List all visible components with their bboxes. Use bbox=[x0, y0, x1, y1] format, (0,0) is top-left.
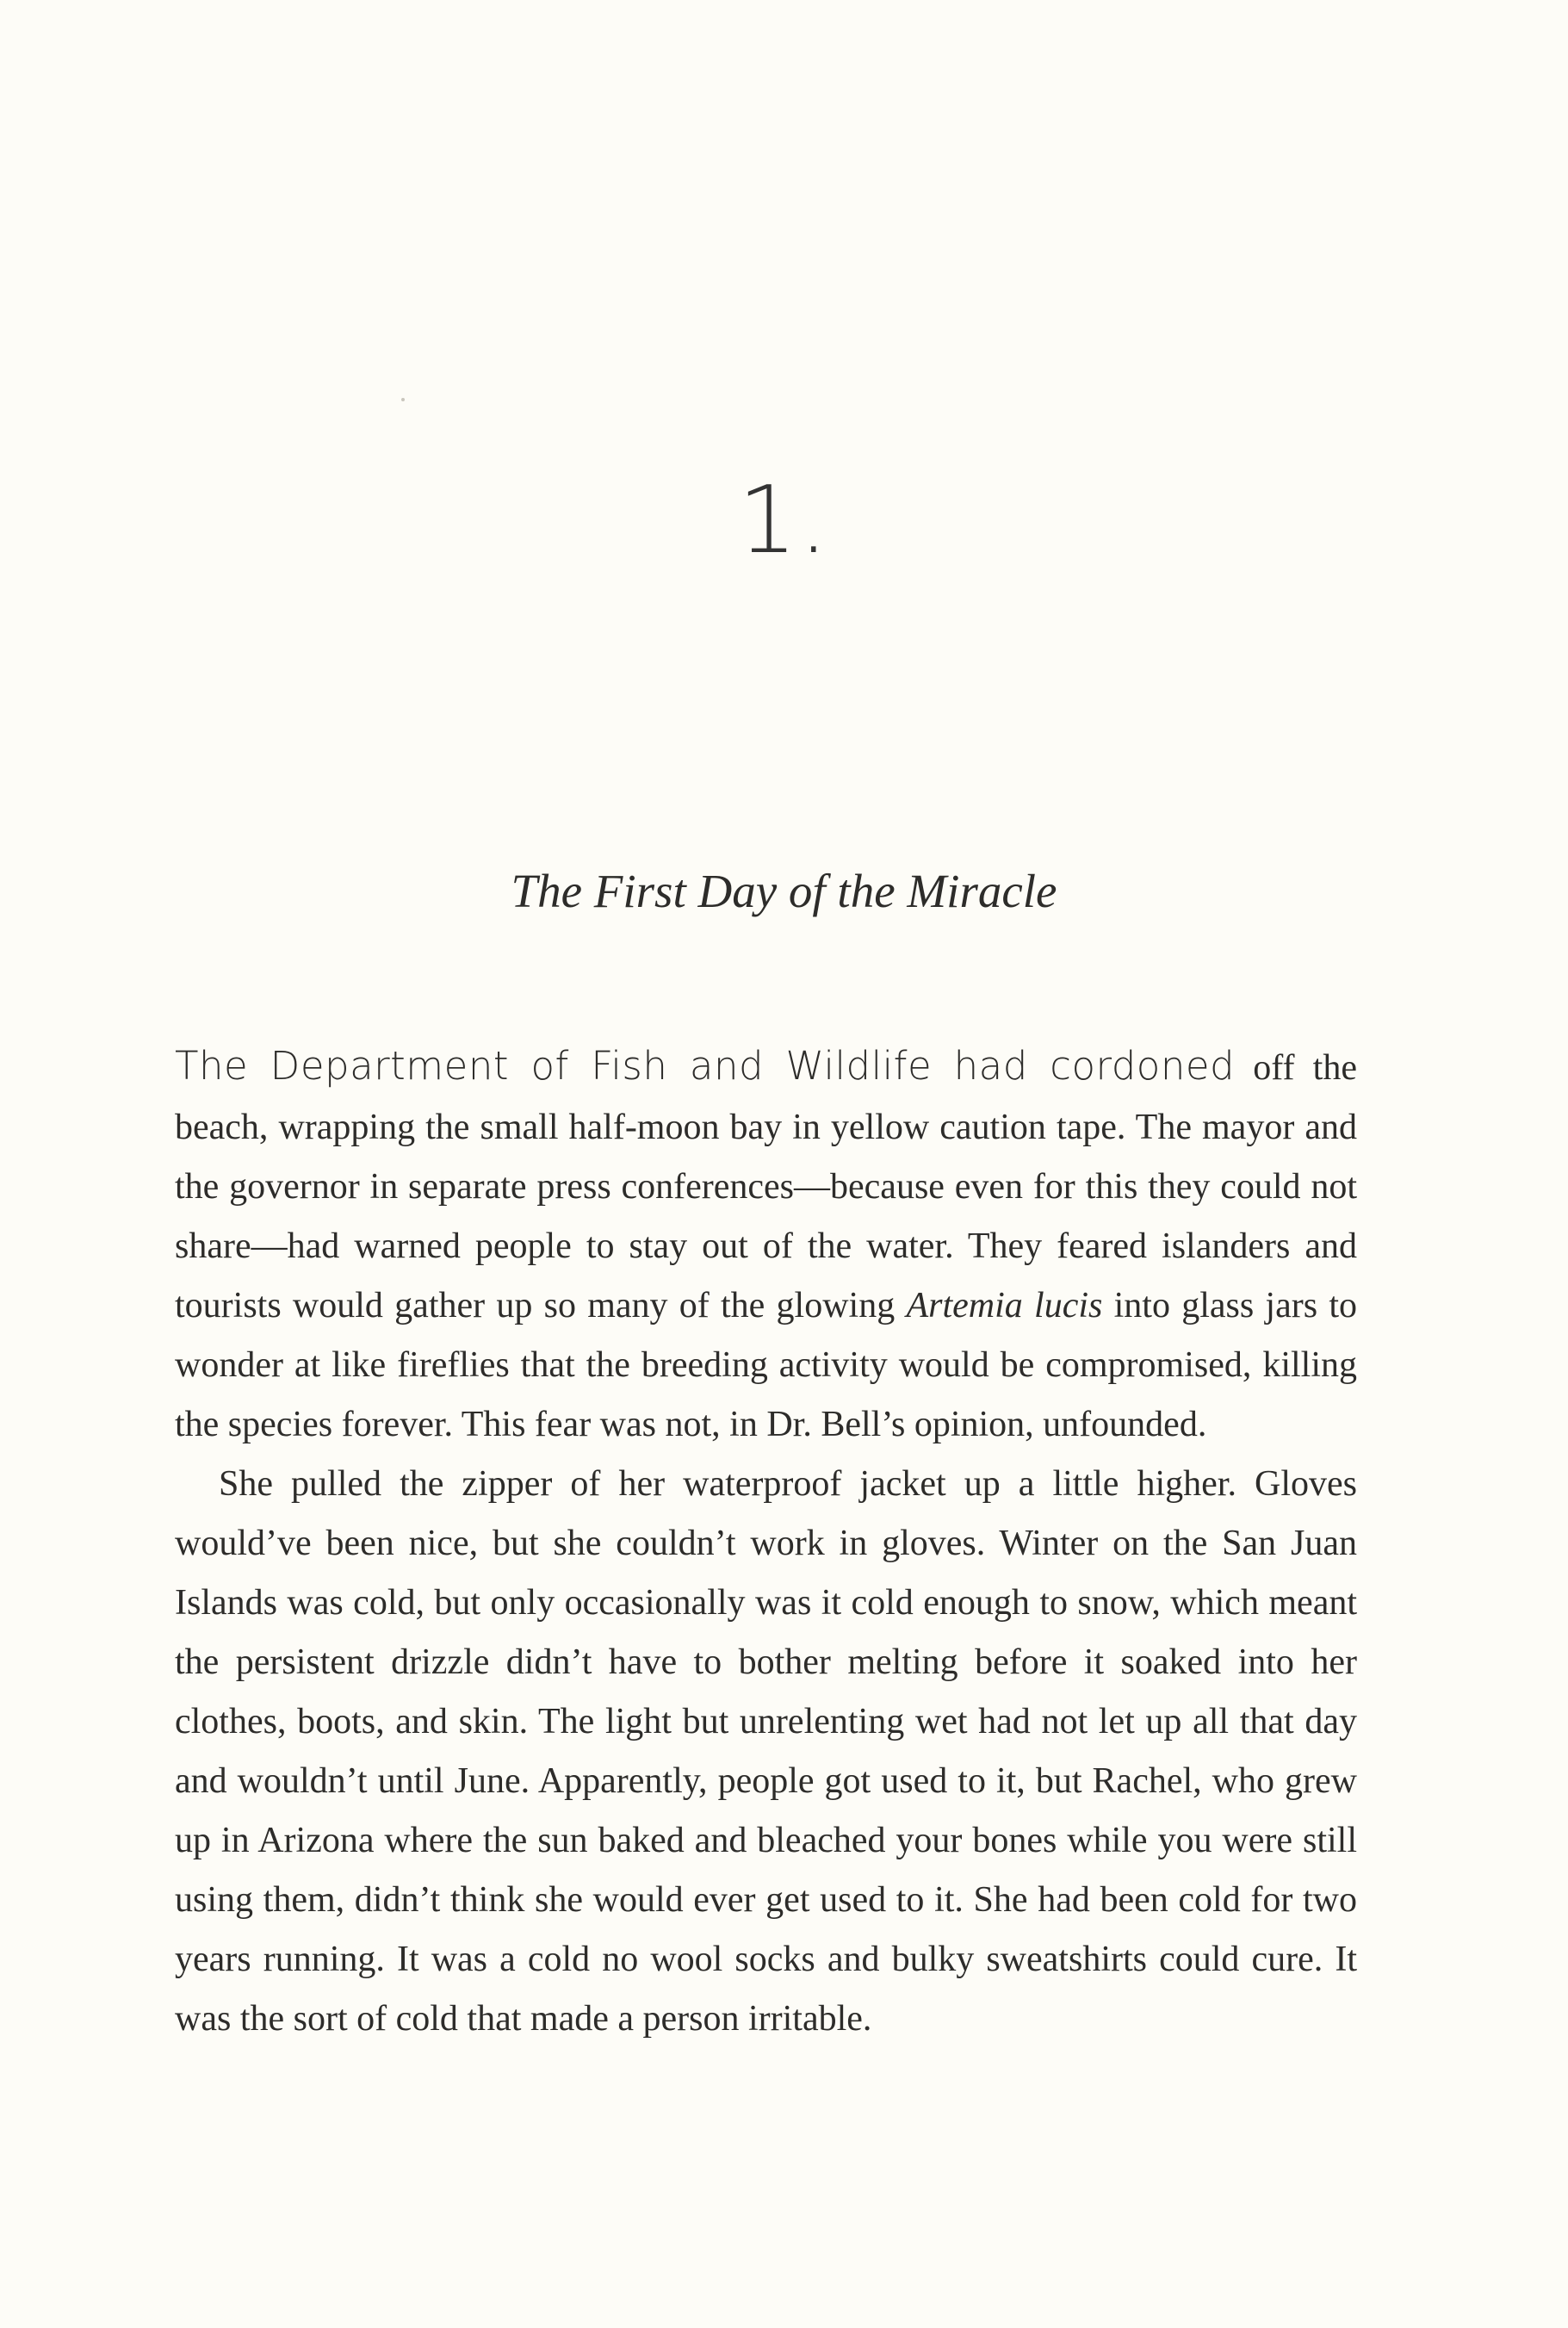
chapter-body bbox=[175, 1036, 1357, 2049]
species-name: Artemia lucis bbox=[906, 1286, 1103, 1325]
paragraph-1 bbox=[175, 1036, 1357, 1455]
paragraph-2: She pulled the zipper of her waterproof jacket up a little higher. Gloves would’ve been nice, but she couldn’t work in gloves. Winter on the San Juan Islands was cold, but only occasionally was it cold enough to snow, which meant the persistent drizzle didn’t have to bother melting before it soaked into her clothes, boots, and skin. The light but unrelenting wet had not let up all that day and wouldn’t until June. Apparently, people got used to it, but Rachel, who grew up in Arizona where the sun baked and bleached your bones while you were still using them, didn’t think she would ever get used to it. She had been cold for two years running. It was a cold no wool socks and bulky sweatshirts could cure. It was the sort of cold that made a person irritable. bbox=[175, 1464, 1357, 2039]
paragraph-text: off the beach, wrapping the small half-moon bay in yellow caution tape. The mayor and the governor in separate press conferences—because even for this they could not share—had warned people to stay out of the water. They feared islanders and tourists would gather up so many of the glowing bbox=[175, 1048, 1357, 1325]
chapter-title: The First Day of the Miracle bbox=[511, 865, 1057, 917]
paper-speck bbox=[401, 398, 405, 401]
paragraph-text: into glass jars to wonder at like fireflies that the breeding activity would be compromised, killing the species forever. This fear was not, in Dr. Bell’s opinion, unfounded. bbox=[175, 1286, 1357, 1444]
chapter-number: 1. bbox=[737, 467, 831, 574]
paragraph-lead-in: The Department of Fish and Wildlife had cordoned bbox=[175, 1043, 1236, 1089]
